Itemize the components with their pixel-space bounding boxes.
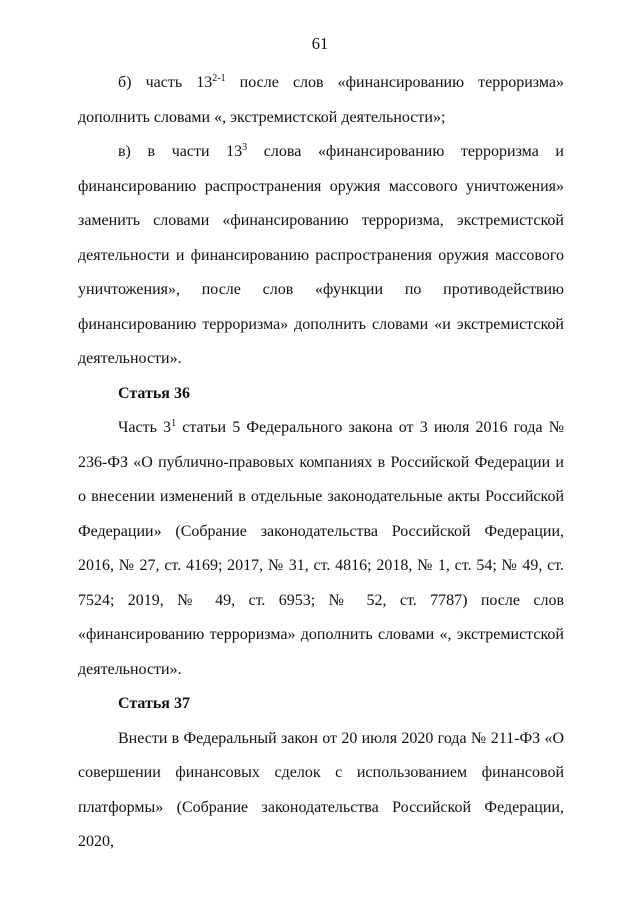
paragraph-b-rest: после слов «финансированию терроризма» дополнить словами «, экстремистской деятельности»; [78, 74, 565, 126]
article-36-heading: Статья 36 [118, 384, 190, 402]
paragraph-b-start: б) часть 13 [118, 74, 213, 91]
paragraph-v-superscript: 3 [242, 142, 248, 153]
page-number: 61 [311, 34, 329, 53]
document-body [78, 66, 564, 860]
article-36-superscript: 1 [171, 418, 177, 429]
article-36-text [78, 411, 564, 687]
paragraph-v-start: в) в части 13 [118, 143, 243, 160]
paragraph-v-rest: слова «финансированию терроризма и финансированию распространения оружия массового уничтожения» заменить словами «финансированию терроризма, экстремистской деятельности и финансированию распространения оружия массового уничтожения», после слов «функции по противодействию финансированию терроризма» дополнить словами «и экстремистской деятельности». [78, 143, 564, 367]
paragraph-v [78, 135, 564, 377]
article-36-rest: статьи 5 Федерального закона от 3 июля 2016 года № 236-ФЗ «О публично-правовых компаниях в Российской Федерации и о внесении изменений в отдельные законодательные акты Российской Федерации» (Собрание законодательства Российской Федерации, 2016, № 27, ст. 4169; 2017, № 31, ст. 4816; 2018, № 1, ст. 54; № 49, ст. 7524; 2019, № 49, ст. 6953; № 52, ст. 7787) после слов «финансированию терроризма» дополнить словами «, экстремистской деятельности». [78, 419, 565, 678]
article-37-heading: Статья 37 [118, 695, 190, 712]
article-36-start: Часть 3 [118, 419, 172, 436]
article-37-text: Внести в Федеральный закон от 20 июля 2020 года № 211-ФЗ «О совершении финансовых сделок с использованием финансовой платформы» (Собрание законодательства Российской Федерации, 2020, [78, 729, 564, 850]
paragraph-b [78, 66, 564, 135]
paragraph-b-superscript: 2-1 [212, 73, 226, 84]
